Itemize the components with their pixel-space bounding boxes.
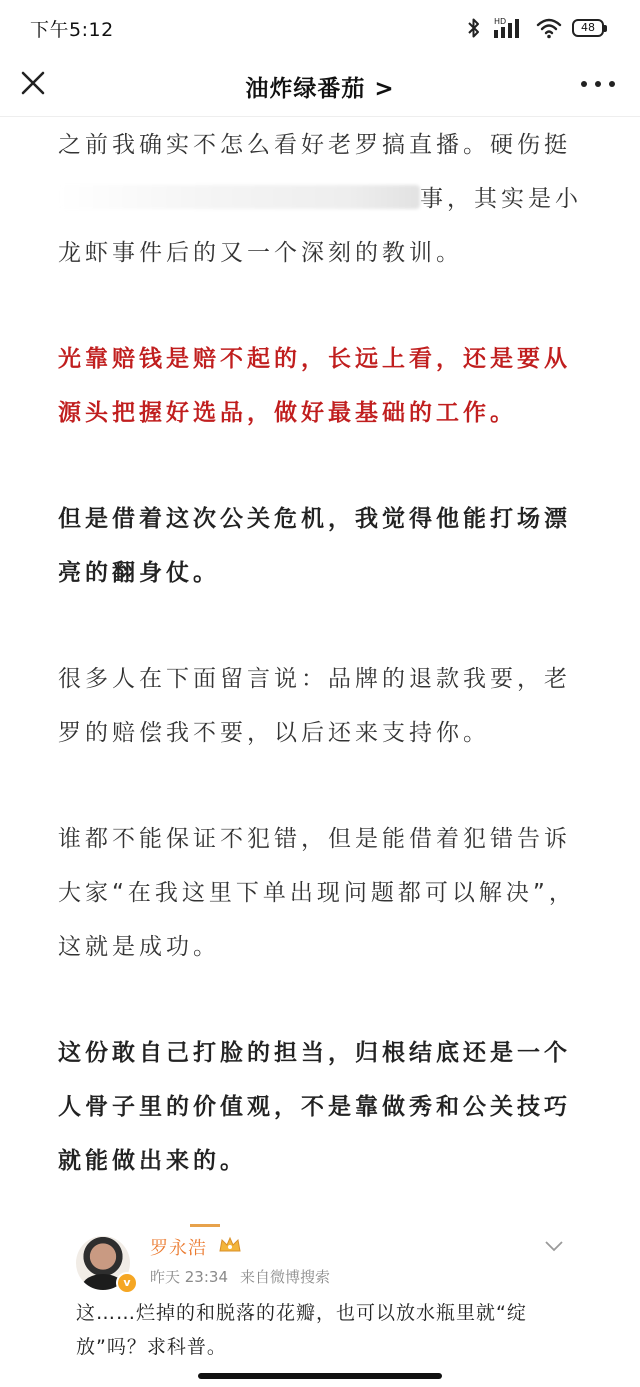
crown-icon xyxy=(218,1236,242,1254)
paragraph-1-line-3: 龙虾事件后的又一个深刻的教训。 xyxy=(58,240,463,266)
blurred-text xyxy=(58,185,420,209)
paragraph-3: 但是借着这次公关危机，我觉得他能打场漂亮的翻身仗。 xyxy=(58,506,571,586)
nav-bar xyxy=(0,56,640,117)
weibo-post-text: 这……烂掉的和脱落的花瓣，也可以放水瓶里就“绽放”吗？求科普。 xyxy=(76,1302,527,1358)
paragraph-1-line-1: 之前我确实不怎么看好老罗搞直播。硬伤挺 xyxy=(58,132,571,158)
paragraph-5: 谁都不能保证不犯错，但是能借着犯错告诉大家“在我这里下单出现问题都可以解决”，这就是成功。 xyxy=(58,826,576,960)
card-top-accent xyxy=(190,1224,220,1227)
chevron-down-icon[interactable] xyxy=(544,1240,564,1252)
more-icon[interactable] xyxy=(578,78,618,90)
home-indicator[interactable] xyxy=(198,1373,442,1379)
status-icons xyxy=(466,14,604,42)
post-source: 来自微博搜索 xyxy=(240,1268,331,1286)
network-label: HD xyxy=(494,17,507,26)
paragraph-1 xyxy=(58,118,582,280)
weibo-post-card[interactable] xyxy=(58,1224,582,1387)
bluetooth-icon xyxy=(466,17,482,39)
paragraph-highlight: 光靠赔钱是赔不起的，长远上看，还是要从源头把握好选品，做好最基础的工作。 xyxy=(58,346,571,426)
weibo-user-name[interactable]: 罗永浩 xyxy=(150,1238,207,1259)
verified-badge-icon: v xyxy=(116,1272,138,1294)
post-meta xyxy=(150,1266,330,1287)
wifi-icon xyxy=(536,17,562,39)
signal-icon xyxy=(492,16,526,40)
battery-icon: 48 xyxy=(572,19,604,37)
paragraph-1-line-2: 事，其实是小 xyxy=(420,186,582,212)
paragraph-6: 这份敢自己打脸的担当，归根结底还是一个人骨子里的价值观，不是靠做秀和公关技巧就能做出来的。 xyxy=(58,1040,571,1174)
post-time: 昨天 23:34 xyxy=(150,1268,228,1286)
status-time: 下午5:12 xyxy=(30,19,114,41)
status-bar xyxy=(0,0,640,56)
paragraph-4: 很多人在下面留言说：品牌的退款我要，老罗的赔偿我不要，以后还来支持你。 xyxy=(58,666,571,746)
account-title[interactable]: 油炸绿番茄 > xyxy=(245,76,395,102)
article-body xyxy=(58,118,582,1188)
